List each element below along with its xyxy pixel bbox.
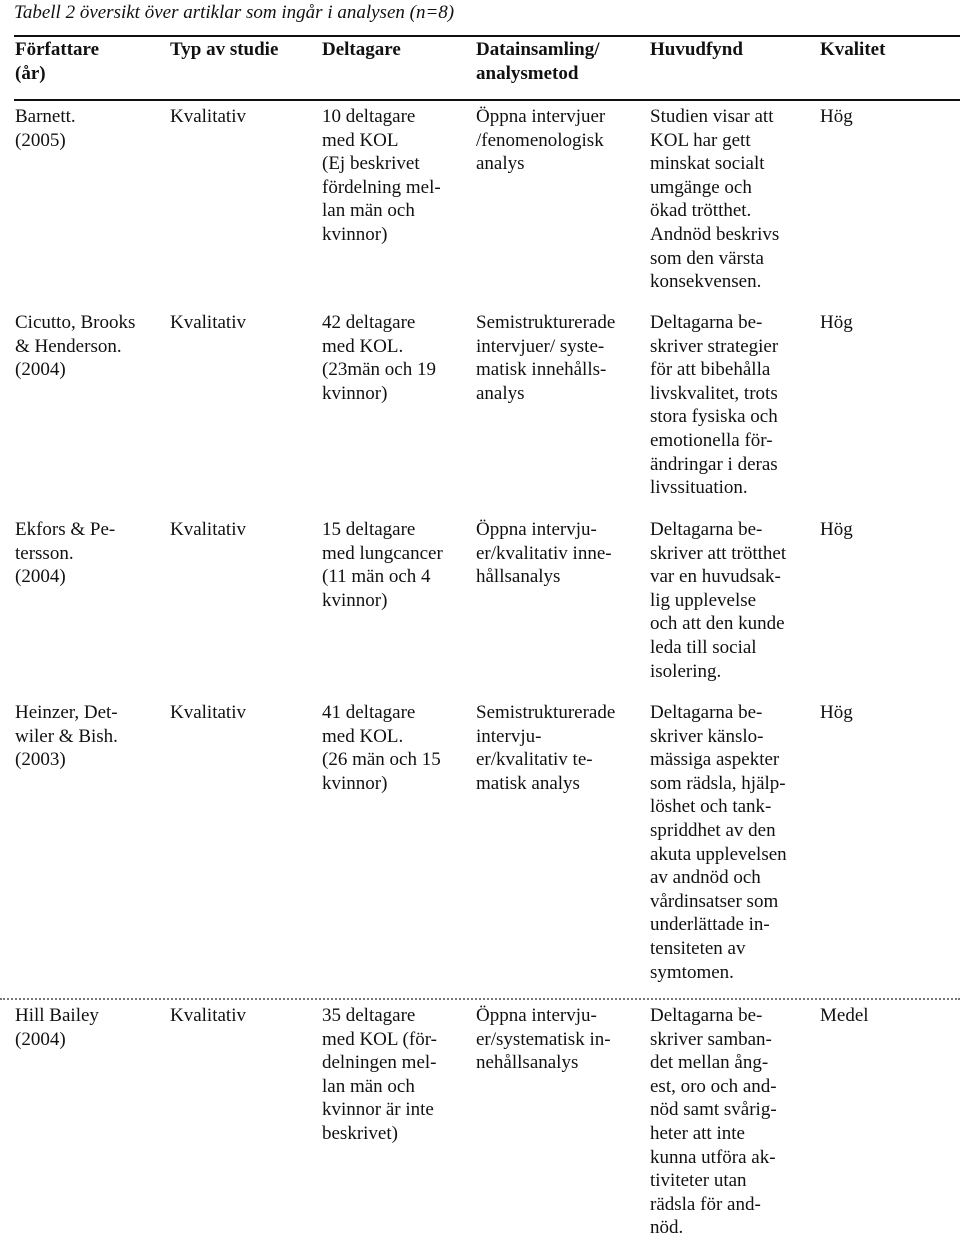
cell-findings: Deltagarna be- skriver känslo- mässiga aspekter som rädsla, hjälp- löshet och tank- spriddhet av den akuta upplevelsen av andnöd och vårdinsatser som underlättade in- tensiteten av symtomen. (650, 702, 787, 983)
cell-quality: Hög (820, 519, 853, 540)
cell-quality: Medel (820, 1005, 869, 1026)
cell-participants: 10 deltagare med KOL (Ej beskrivet fördelning mel- lan män och kvinnor) (322, 106, 441, 245)
cell-participants: 35 deltagare med KOL (för- delningen mel- lan män och kvinnor är inte beskrivet) (322, 1005, 437, 1144)
cell-author: Heinzer, Det- wiler & Bish. (2003) (15, 702, 118, 771)
cell-findings: Deltagarna be- skriver strategier för att bibehålla livskvalitet, trots stora fysiska och emotionella för- ändringar i deras livssituation. (650, 312, 779, 499)
cell-method: Öppna intervju- er/systematisk in- nehållsanalys (476, 1005, 611, 1074)
cell-findings: Deltagarna be- skriver att trötthet var en huvudsak- lig upplevelse och att den kunde leda till social isolering. (650, 519, 787, 682)
cell-author: Ekfors & Pe- tersson. (2004) (15, 519, 116, 588)
cell-quality: Hög (820, 312, 853, 333)
cell-quality: Hög (820, 702, 853, 723)
cell-study-type: Kvalitativ (170, 702, 246, 723)
cell-method: Semistrukturerade intervju- er/kvalitativ te- matisk analys (476, 702, 616, 794)
cell-study-type: Kvalitativ (170, 519, 246, 540)
table-caption: Tabell 2 översikt över artiklar som ingår i analysen (n=8) (14, 2, 455, 23)
cell-participants: 41 deltagare med KOL. (26 män och 15 kvinnor) (322, 702, 441, 794)
cell-participants: 42 deltagare med KOL. (23män och 19 kvinnor) (322, 312, 436, 404)
header-method: Datainsamling/ analysmetod (476, 39, 600, 84)
cell-findings: Deltagarna be- skriver samban- det mellan ång- est, oro och and- nöd samt svårig- heter att inte kunna utföra ak- tiviteter utan rädsla för and- nöd. (650, 1005, 777, 1239)
header-study-type: Typ av studie (170, 39, 279, 60)
table-top-rule (14, 35, 960, 37)
header-participants: Deltagare (322, 39, 401, 60)
cell-study-type: Kvalitativ (170, 312, 246, 333)
cell-author: Cicutto, Brooks & Henderson. (2004) (15, 312, 136, 381)
cell-method: Öppna intervju- er/kvalitativ inne- hållsanalys (476, 519, 612, 588)
cell-quality: Hög (820, 106, 853, 127)
header-quality: Kvalitet (820, 39, 886, 60)
table-header-rule (14, 99, 960, 101)
cell-author: Barnett. (2005) (15, 106, 76, 151)
cell-method: Semistrukturerade intervjuer/ syste- matisk innehålls- analys (476, 312, 616, 404)
cell-study-type: Kvalitativ (170, 1005, 246, 1026)
header-findings: Huvudfynd (650, 39, 743, 60)
page-break-rule (0, 998, 960, 1000)
cell-method: Öppna intervjuer /fenomenologisk analys (476, 106, 606, 175)
cell-study-type: Kvalitativ (170, 106, 246, 127)
cell-author: Hill Bailey (2004) (15, 1005, 99, 1050)
header-author: Författare (år) (15, 39, 100, 84)
cell-participants: 15 deltagare med lungcancer (11 män och 4 kvinnor) (322, 519, 443, 611)
cell-findings: Studien visar att KOL har gett minskat socialt umgänge och ökad trötthet. Andnöd beskrivs som den värsta konsekvensen. (650, 106, 780, 293)
